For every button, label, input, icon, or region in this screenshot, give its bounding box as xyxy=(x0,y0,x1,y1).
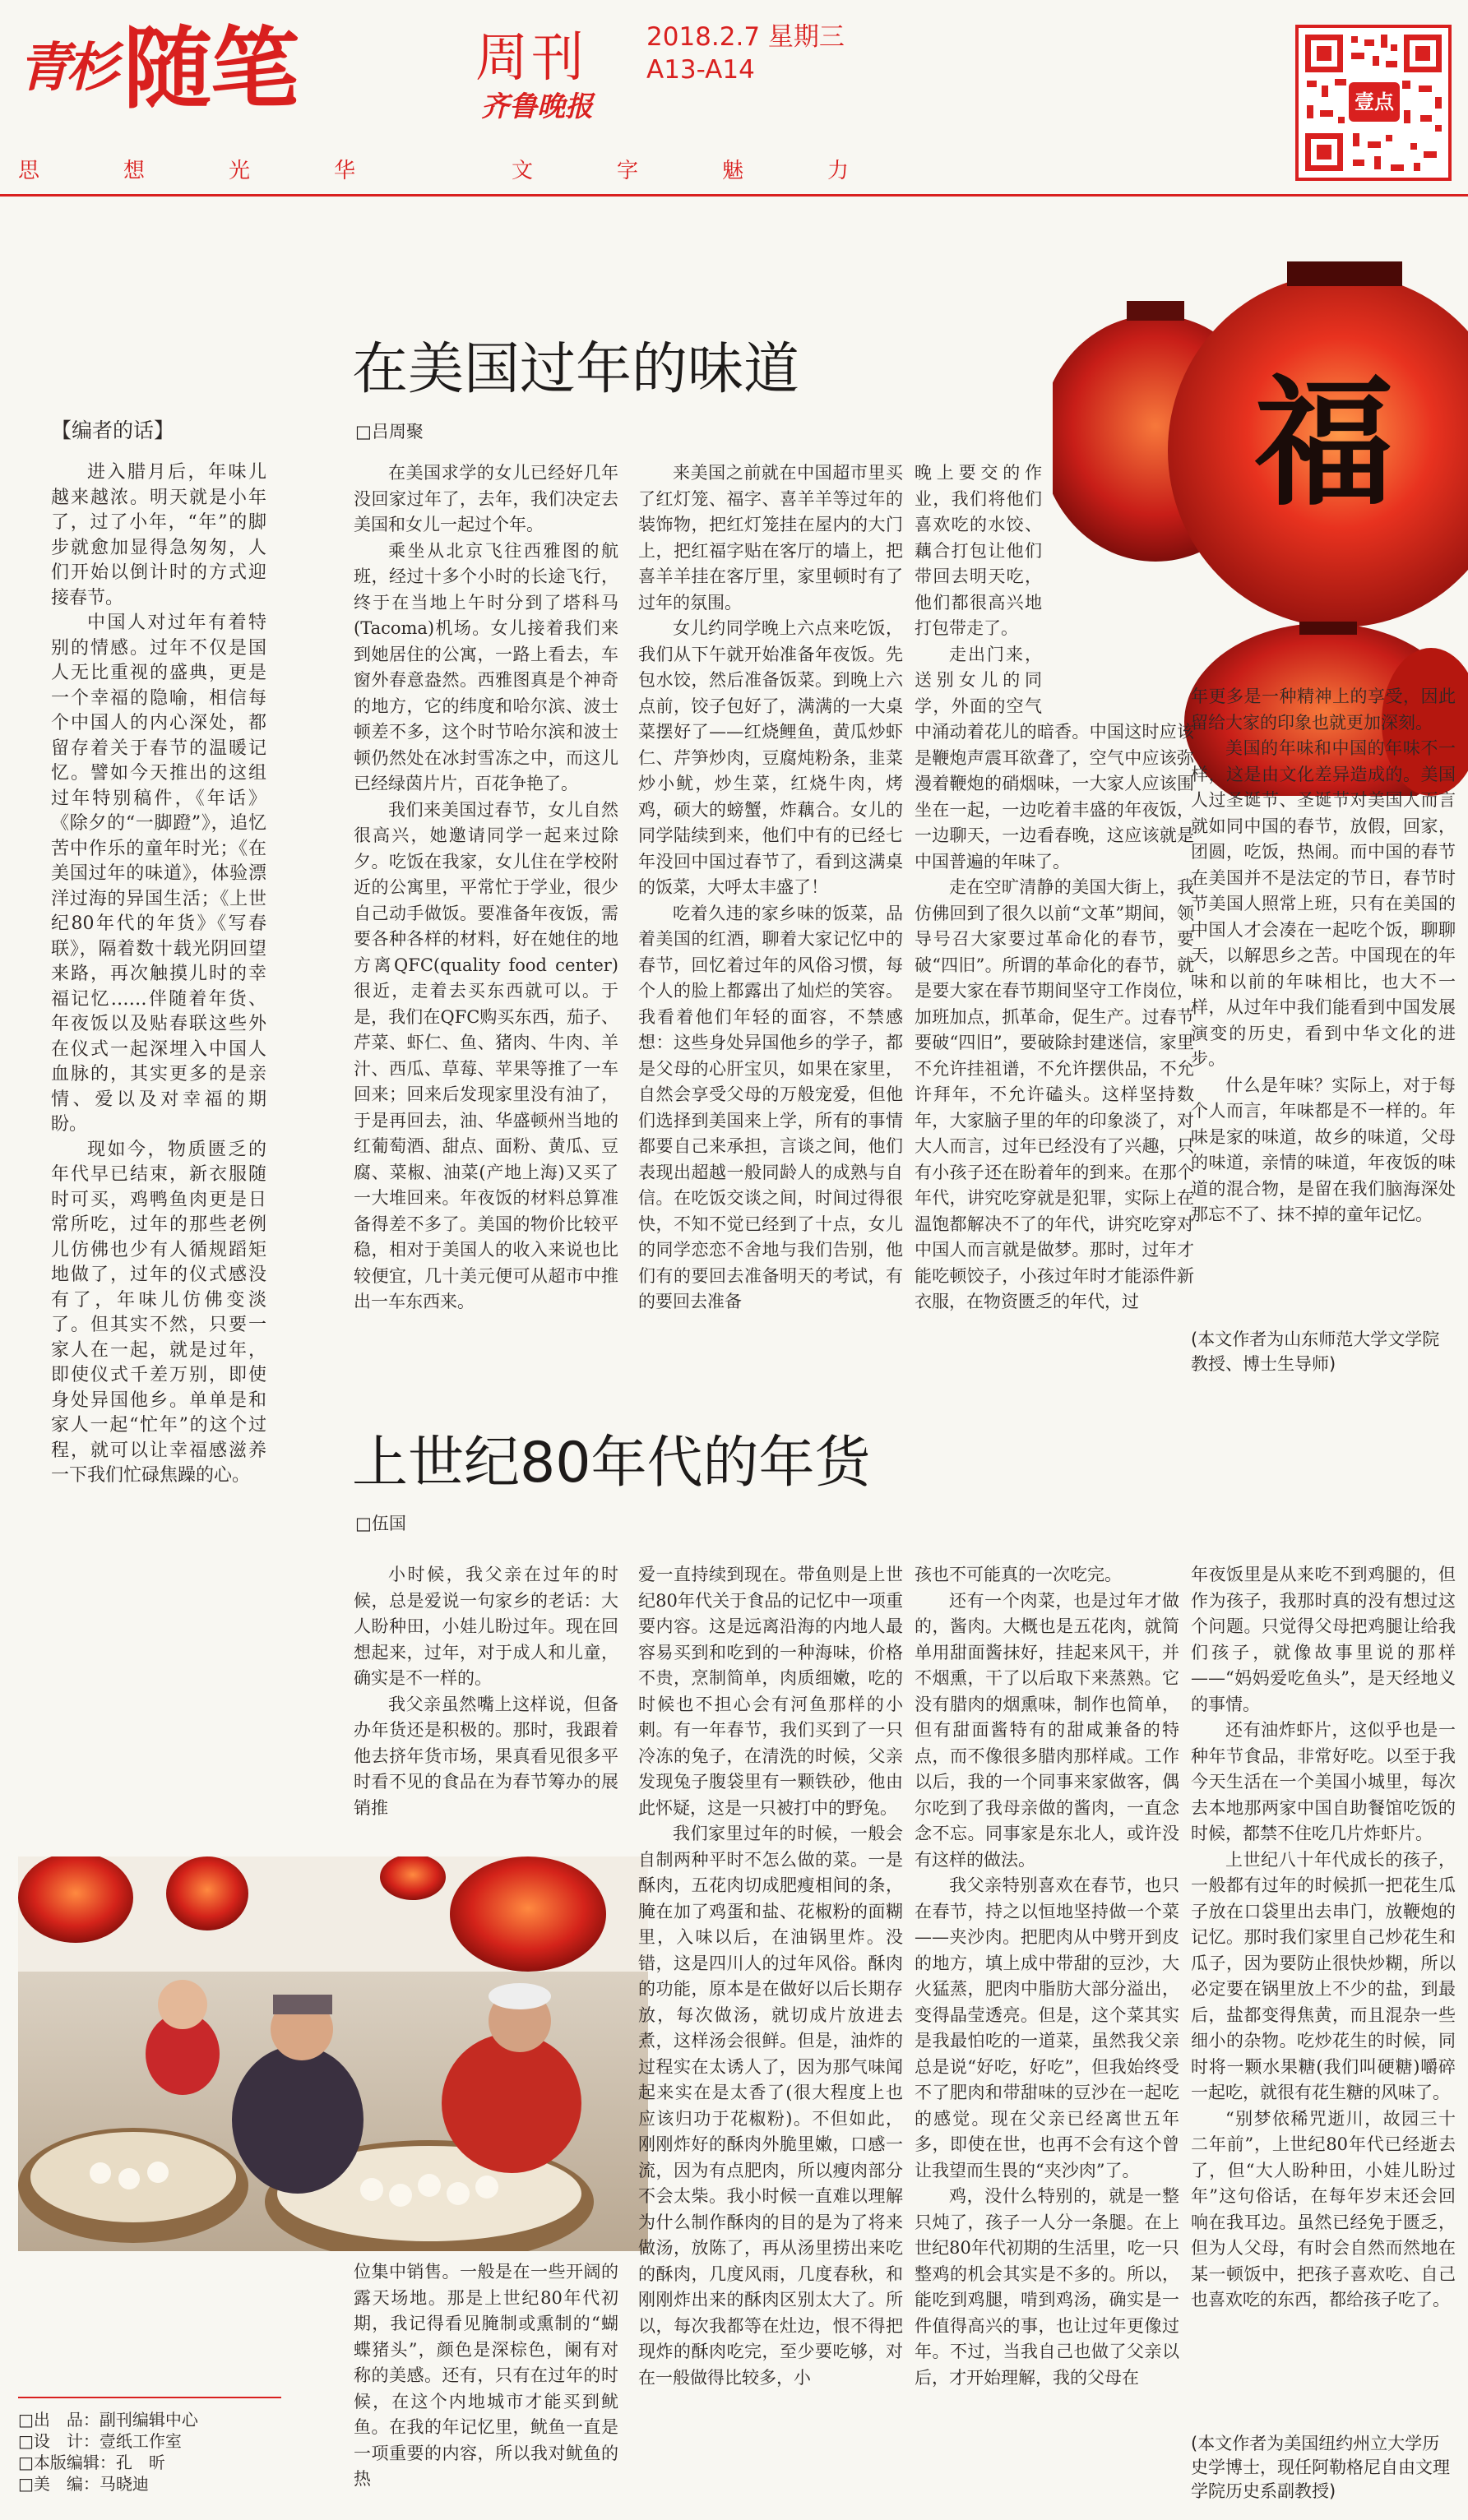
brand-qing-logo: 青杉 xyxy=(18,37,113,99)
credit-line: □本版编辑：孔 昕 xyxy=(18,2453,165,2472)
slogan-char: 想 xyxy=(123,159,146,183)
article1-column xyxy=(354,460,618,1398)
article1-paragraph: 在美国求学的女儿已经好几年没回家过年了，去年，我们决定去美国和女儿一起过个年。 xyxy=(354,463,618,534)
article2-author: □伍国 xyxy=(355,1514,406,1533)
article1-paragraph: 我们来美国过春节，女儿自然很高兴，她邀请同学一起来过除夕。吃饭在我家，女儿住在学校附近的公寓里，平常忙于学业，很少自己动手做饭。要准备年夜饭，需要各种各样的材料，好在她住的地方离QFC(quality food center)很近，走着去买东西就可以。于是，我们在QFC购买东西，茄子、芹菜、虾仁、鱼、猪肉、牛肉、羊汁、西瓜、草莓、苹果等推了一车回来；回来后发现家里没有油了，于是再回去，油、华盛顿州当地的红葡萄酒、甜点、面粉、黄瓜、豆腐、菜椒、油菜(产地上海)又买了一大堆回来。年夜饭的材料总算准备得差不多了。美国的物价比较平稳，相对于美国人的收入来说也比较便宜，几十美元便可从超市中推出一车东西来。 xyxy=(354,799,618,1311)
credit-line: □设 计：壹纸工作室 xyxy=(18,2431,182,2451)
article2-paragraph: 还有一个肉菜，也是过年才做的，酱肉。大概也是五花肉，就简单用甜面酱抹好，挂起来风干，并不烟熏，干了以后取下来蒸熟。它没有腊肉的烟熏味，制作也简单，但有甜面酱特有的甜咸兼备的特点，而不像很多腊肉那样咸。工作以后，我的一个同事来家做客，偶尔吃到了我母亲做的酱肉，一直念念不忘。同事家是东北人，或许没有这样的做法。 xyxy=(915,1590,1179,1870)
family-photo xyxy=(18,1856,648,2251)
article2-column xyxy=(638,1562,903,2516)
lantern-wrap-space xyxy=(1042,460,1194,699)
editor-note-label: 【编者的话】 xyxy=(51,418,175,442)
article2-title: 上世纪80年代的年货 xyxy=(352,1431,871,1496)
article1-column xyxy=(638,460,903,1398)
article2-column xyxy=(915,1562,1179,2516)
editor-note-paragraph: 进入腊月后，年味儿越来越浓。明天就是小年了，过了小年，“年”的脚步就愈加显得急匆匆，人们开始以倒计时的方式迎接春节。 xyxy=(51,462,266,608)
article1-paragraph: 年更多是一种精神上的享受，因此留给大家的印象也就更加深刻。 xyxy=(1191,687,1456,733)
credits xyxy=(18,2409,198,2495)
brand-weekly: 周刊 xyxy=(475,28,587,89)
article1-title: 在美国过年的味道 xyxy=(352,337,800,402)
article2-paragraph: 鸡，没什么特别的，就是一整只炖了，孩子一人分一条腿。在上世纪80年代初期的生活里，吃一只整鸡的机会其实是不多的。所以，能吃到鸡腿，啃到鸡汤，确实是一件值得高兴的事，也让过年更像过年。不过，当我自己也做了父亲以后，才开始理解，我的父母在 xyxy=(915,2186,1179,2388)
qr-badge: 壹点 xyxy=(1349,82,1400,122)
article2-paragraph: 位集中销售。一般是在一些开阔的露天场地。那是上世纪80年代初期，我记得看见腌制或熏制的“蝴蝶猪头”，颜色是深棕色，阑有对称的美感。还有，只有在过年的时候，在这个内地城市才能买到鱿鱼。在我的年记忆里，鱿鱼一直是一项重要的内容，所以我对鱿鱼的热 xyxy=(354,2262,618,2489)
slogan-char: 魅 xyxy=(722,159,744,183)
slogan-char: 字 xyxy=(617,159,639,183)
article1-paragraph: 乘坐从北京飞往西雅图的航班，经过十多个小时的长途飞行，终于在当地上午时分到了塔科马(Tacoma)机场。女儿接着我们来到她居住的公寓，一路上看去，车窗外春意盎然。西雅图真是个神奇的地方，它的纬度和哈尔滨、波士顿差不多，这个时节哈尔滨和波士顿仍然处在冰封雪冻之中，而这儿已经绿茵片片，百花争艳了。 xyxy=(354,540,618,793)
article2-paragraph: 我父亲虽然嘴上这样说，但备办年货还是积极的。那时，我跟着他去挤年货市场，果真看见很多平时看不见的食品在为春节筹办的展销推 xyxy=(354,1694,618,1818)
slogan-char: 思 xyxy=(18,159,40,183)
page-numbers: A13-A14 xyxy=(646,55,755,85)
article1-paragraph: 晚上要交的作业，我们将他们喜欢吃的水饺、藕合打包让他们带回去明天吃，他们都很高兴地打包带走了。 xyxy=(915,463,1042,638)
article2-column xyxy=(354,1562,618,1846)
article1-paragraph: 来美国之前就在中国超市里买了红灯笼、福字、喜羊羊等过年的装饰物，把红灯笼挂在屋内的大门上，把红福字贴在客厅的墙上，把喜羊羊挂在客厅里，家里顿时有了过年的氛围。 xyxy=(638,463,903,613)
article2-column xyxy=(1191,1562,1456,2425)
article2-column xyxy=(354,2259,618,2518)
slogan-char: 光 xyxy=(229,159,251,183)
slogan-char: 华 xyxy=(334,159,356,183)
lantern-fu-char: 福 xyxy=(1253,361,1395,525)
article1-author-bio: (本文作者为山东师范大学文学院教授、博士生导师) xyxy=(1191,1329,1440,1374)
slogan-char: 文 xyxy=(512,159,534,183)
editor-note xyxy=(51,460,266,1529)
article2-paragraph: 上世纪八十年代成长的孩子，一般都有过年的时候抓一把花生瓜子放在口袋里出去串门，放鞭炮的记忆。那时我们家里自己炒花生和瓜子，因为要防止很快炒糊，所以必定要在锅里放上不少的盐，到最后，盐都变得焦黄，而且混杂一些细小的杂物。吃炒花生的时候，同时将一颗水果糖(我们叫硬糖)嚼碎一起吃，就很有花生糖的风味了。 xyxy=(1191,1849,1456,2102)
article1-paragraph: 走在空旷清静的美国大街上，我仿佛回到了很久以前“文革”期间，领导号召大家要过革命化的春节，要破“四旧”。所谓的革命化的春节，就是要大家在春节期间坚守工作岗位，加班加点，抓革命，促生产。过春节要破“四旧”，要破除封建迷信，家里不允许挂祖谱，不允许摆供品，不允许拜年，不允许磕头。这样坚持数年，大家脑子里的年的印象淡了，对大人而言，过年已经没有了兴趣，只有小孩子还在盼着年的到来。在那个年代，讲究吃穿就是犯罪，实际上在温饱都解决不了的年代，讲究吃穿对中国人而言就是做梦。那时，过年才能吃顿饺子，小孩过年时才能添件新衣服，在物资匮乏的年代，过 xyxy=(915,877,1194,1311)
article1-column xyxy=(1191,684,1456,1325)
article1-column xyxy=(915,460,1194,1398)
editor-note-paragraph: 中国人对过年有着特别的情感。过年不仅是国人无比重视的盛典，更是一个幸福的隐喻，相信每个中国人的内心深处，都留存着关于春节的温暖记忆。譬如今天推出的这组过年特别稿件，《年话》《除夕的“一脚蹬”》，追忆苦中作乐的童年时光；《在美国过年的味道》，体验漂洋过海的异国生活；《上世纪80年代的年货》《写春联》，隔着数十载光阴回望来路，再次触摸儿时的幸福记忆……伴随着年货、年夜饭以及贴春联这些外在仪式一起深埋入中国人血脉的，其实更多的是亲情、爱以及对幸福的期盼。 xyxy=(51,613,266,1135)
article1-paragraph: 女儿约同学晚上六点来吃饭，我们从下午就开始准备年夜饭。先包水饺，然后准备饭菜。到晚上六点前，饺子包好了，满满的一大桌菜摆好了——红烧鲤鱼，黄瓜炒虾仁、芹笋炒肉，豆腐炖粉条，韭菜炒小鱿，炒生菜，红烧牛肉，烤鸡，硕大的螃蟹，炸藕合。女儿的同学陆续到来，他们中有的已经七年没回中国过春节了，看到这满桌的饭菜，大呼太丰盛了！ xyxy=(638,618,903,897)
article2-paragraph: 爱一直持续到现在。带鱼则是上世纪80年代关于食品的记忆中一项重要内容。这是远离沿海的内地人最容易买到和吃到的一种海味，价格不贵，烹制简单，肉质细嫩，吃的时候也不担心会有河鱼那样的小刺。有一年春节，我们买到了一只冷冻的兔子，在清洗的时候，父亲发现兔子腹袋里有一颗铁砂，他由此怀疑，这是一只被打中的野兔。 xyxy=(638,1565,903,1818)
article2-paragraph: “别梦依稀咒逝川，故园三十二年前”，上世纪80年代已经逝去了，但“大人盼种田，小娃儿盼过年”这句俗话，在每年岁末还会回响在我耳边。虽然已经免于匮乏，但为人父母，有时会自然而然地在某一顿饭中，把孩子喜欢吃、自己也喜欢吃的东西，都给孩子吃了。 xyxy=(1191,2108,1456,2310)
article2-paragraph: 我们家里过年的时候，一般会自制两种平时不怎么做的菜。一是酥肉，五花肉切成肥瘦相间的条，腌在加了鸡蛋和盐、花椒粉的面糊里，入味以后，在油锅里炸。没错，这是四川人的过年风俗。酥肉的功能，原本是在做好以后长期存放，每次做汤，就切成片放进去煮，这样汤会很鲜。但是，油炸的过程实在太诱人了，因为那气味闻起来实在是太香了(很大程度上也应该归功于花椒粉)。不但如此，刚刚炸好的酥肉外脆里嫩，口感一流，因为有点肥肉，所以瘦肉部分不会太柴。我小时候一直难以理解为什么制作酥肉的目的是为了将来做汤，放陈了，再从汤里捞出来吃的酥肉，几度风雨，几度春秋，和刚刚炸出来的酥肉区别太大了。所以，每次我都等在灶边，恨不得把现炸的酥肉吃完，至少要吃够，对在一般做得比较多，小 xyxy=(638,1824,903,2388)
paper-name: 齐鲁晚报 xyxy=(481,90,593,123)
article2-paragraph: 还有油炸虾片，这似乎也是一种年节食品，非常好吃。以至于我今天生活在一个美国小城里，每次去本地那两家中国自助餐馆吃饭的时候，都禁不住吃几片炸虾片。 xyxy=(1191,1720,1456,1843)
article2-paragraph: 我父亲特别喜欢在春节，也只在春节，持之以恒地坚持做一个菜——夹沙肉。把肥肉从中劈开到皮的地方，填上成中带甜的豆沙，大火猛蒸，肥肉中脂肪大部分溢出，变得晶莹透亮。但是，这个菜其实是我最怕吃的一道菜，虽然我父亲总是说“好吃，好吃”，但我始终受不了肥肉和带甜味的豆沙在一起吃的感觉。现在父亲已经离世五年多，即使在世，也再不会有这个曾让我望而生畏的“夹沙肉”了。 xyxy=(915,1875,1179,2180)
article2-paragraph: 小时候，我父亲在过年的时候，总是爱说一句家乡的老话：大人盼种田，小娃儿盼过年。现在回想起来，过年，对于成人和儿童，确实是不一样的。 xyxy=(354,1565,618,1688)
article1-paragraph: 美国的年味和中国的年味不一样，这是由文化差异造成的。美国人过圣诞节、圣诞节对美国人而言就如同中国的春节，放假，回家，团圆，吃饭，热闹。而中国的春节在美国并不是法定的节日，春节时节美国人照常上班，只有在美国的中国人才会凑在一起吃个饭，聊聊天，以解思乡之苦。中国现在的年味和以前的年味相比，也大不一样，从过年中我们能看到中国发展演变的历史，看到中华文化的进步。 xyxy=(1191,738,1456,1069)
article1-paragraph: 什么是年味？实际上，对于每个人而言，年味都是不一样的。年味是家的味道，故乡的味道，父母的味道，亲情的味道，年夜饭的味道的混合物，是留在我们脑海深处那忘不了、抹不掉的童年记忆。 xyxy=(1191,1075,1456,1224)
credits-rule xyxy=(18,2397,281,2398)
article1-author: □吕周聚 xyxy=(355,422,424,442)
article1-paragraph: 走出门来，送别女儿的同学，外面的空气中涌动着花儿的暗香。中国这时应该是鞭炮声震耳欲聋了，空气中应该弥漫着鞭炮的硝烟味，一大家人应该围坐在一起，一边吃着丰盛的年夜饭，一边聊天，一边看春晚，这应该就是中国普遍的年味了。 xyxy=(915,644,1194,872)
article2-paragraph: 年夜饭里是从来吃不到鸡腿的，但作为孩子，我那时真的没有想过这个问题。只觉得父母把鸡腿让给我们孩子，就像故事里说的那样——“妈妈爱吃鱼头”，是天经地义的事情。 xyxy=(1191,1565,1456,1714)
article2-author-bio: (本文作者为美国纽约州立大学历史学博士，现任阿勒格尼自由文理学院历史系副教授) xyxy=(1191,2434,1450,2501)
article1-paragraph: 吃着久违的家乡味的饭菜，品着美国的红酒，聊着大家记忆中的春节，回忆着过年的风俗习惯，每个人的脸上都露出了灿烂的笑容。我看着他们年轻的面容，不禁感想：这些身处异国他乡的学子，都是父母的心肝宝贝，如果在家里，自然会享受父母的万般宠爱，但他们选择到美国来上学，所有的事情都要自己来承担，言谈之间，他们表现出超越一般同龄人的成熟与自信。在吃饭交谈之间，时间过得很快，不知不觉已经到了十点，女儿的同学恋恋不舍地与我们告别，他们有的要回去准备明天的考试，有的要回去准备 xyxy=(638,903,903,1311)
slogan-char: 力 xyxy=(827,159,850,183)
issue-date: 2018.2.7 星期三 xyxy=(646,22,845,52)
article2-paragraph: 孩也不可能真的一次吃完。 xyxy=(915,1565,1122,1584)
credit-line: □美 编：马晓迪 xyxy=(18,2474,149,2494)
editor-note-paragraph: 现如今，物质匮乏的年代早已结束，新衣服随时可买，鸡鸭鱼肉更是日常所吃，过年的那些老例儿仿佛也少有人循规蹈矩地做了，过年的仪式感没有了，年味儿仿佛变淡了。但其实不然，只要一家人在一起，就是过年，即使仪式千差万别，即使身处异国他乡。单单是和家人一起“忙年”的这个过程，就可以让幸福感滋养一下我们忙碌焦躁的心。 xyxy=(51,1139,266,1486)
header-rule xyxy=(0,194,1468,197)
brand-title: 随笔 xyxy=(123,18,299,121)
credit-line: □出 品：副刊编辑中心 xyxy=(18,2410,198,2430)
family-photo-illustration xyxy=(18,1856,648,2251)
